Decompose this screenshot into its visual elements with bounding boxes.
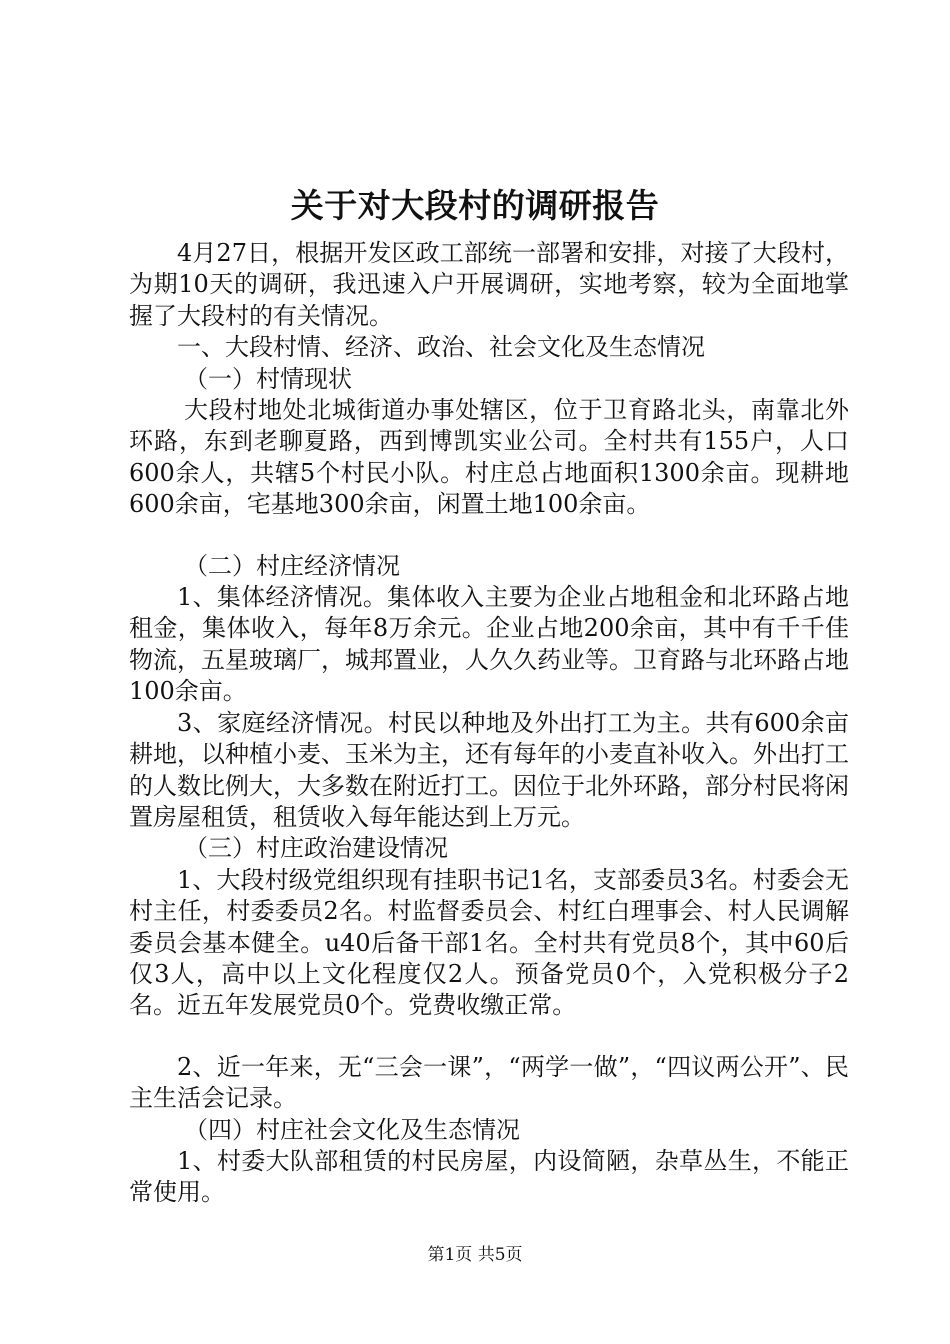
body-paragraph: 3、家庭经济情况。村民以种地及外出打工为主。共有600余亩耕地，以种植小麦、玉米为主，还有每年的小麦直补收入。外出打工的人数比例大，大多数在附近打工。因位于北外环路，部分村民将闲置房屋租赁，租赁收入每年能达到上万元。 (129, 708, 849, 831)
body-paragraph: 2、近一年来，无“三会一课”，“两学一做”，“四议两公开”、民主生活会记录。 (129, 1052, 849, 1113)
body-paragraph: 1、村委大队部租赁的村民房屋，内设简陋，杂草丛生，不能正常使用。 (129, 1146, 849, 1207)
paragraph-gap (129, 521, 849, 551)
subsection-heading: （三）村庄政治建设情况 (184, 834, 448, 863)
subsection-heading: （二）村庄经济情况 (184, 551, 400, 580)
subsection-heading: （一）村情现状 (184, 364, 352, 393)
body-paragraph: 大段村地处北城街道办事处辖区，位于卫育路北头，南靠北外环路，东到老聊夏路，西到博凯实业公司。全村共有155户，人口600余人，共辖5个村民小队。村庄总占地面积1300余亩。现耕地600余亩，宅基地300余亩，闲置土地100余亩。 (129, 396, 849, 519)
body-paragraph: 1、集体经济情况。集体收入主要为企业占地租金和北环路占地租金，集体收入，每年8万余元。企业占地200余亩，其中有千千佳物流，五星玻璃厂，城邦置业，人久久药业等。卫育路与北环路占地100余亩。 (129, 583, 849, 706)
page-footer: 第1页 共5页 (427, 1245, 523, 1265)
document-body (129, 238, 849, 1209)
section-heading: 一、大段村情、经济、政治、社会文化及生态情况 (177, 333, 705, 362)
page-title: 关于对大段村的调研报告 (290, 186, 660, 225)
paragraph-gap (129, 1022, 849, 1052)
body-paragraph: 1、大段村级党组织现有挂职书记1名，支部委员3名。村委会无村主任，村委委员2名。村监督委员会、村红白理事会、村人民调解委员会基本健全。u40后备干部1名。全村共有党员8个，其中60后仅3人，高中以上文化程度仅2人。预备党员0个，入党积极分子2名。近五年发展党员0个。党费收缴正常。 (129, 865, 849, 1020)
intro-paragraph: 4月27日，根据开发区政工部统一部署和安排，对接了大段村，为期10天的调研，我迅速入户开展调研，实地考察，较为全面地掌握了大段村的有关情况。 (129, 239, 849, 330)
subsection-heading: （四）村庄社会文化及生态情况 (184, 1115, 520, 1144)
